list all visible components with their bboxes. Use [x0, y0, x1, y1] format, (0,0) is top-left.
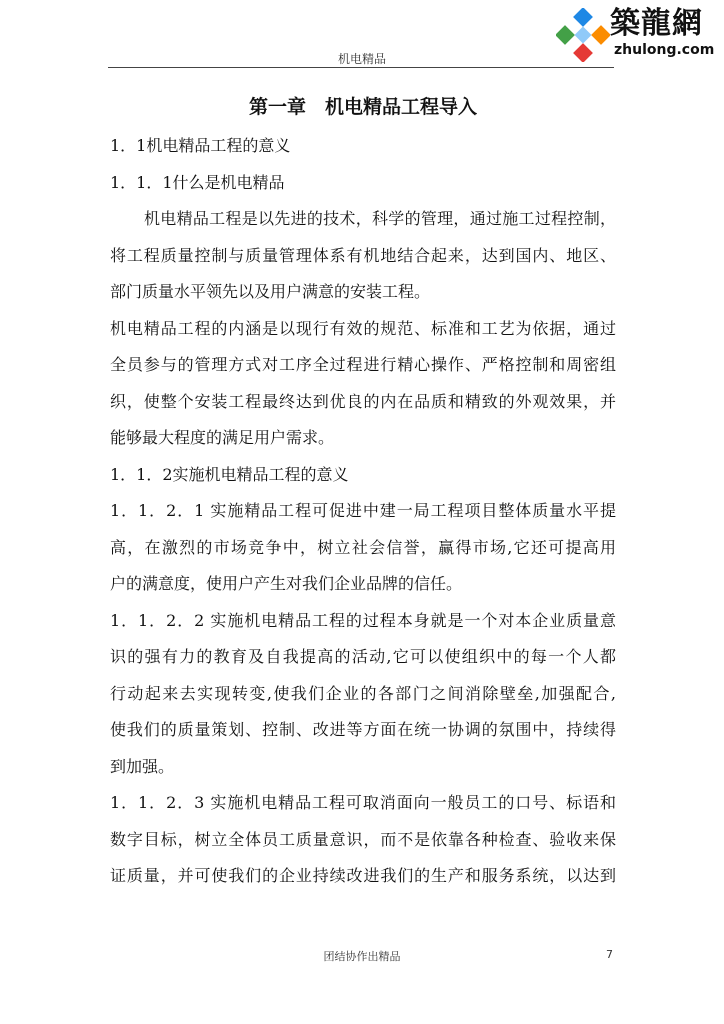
paragraph-line: 1．1．2．3 实施机电精品工程可取消面向一般员工的口号、标语和 [110, 793, 616, 812]
paragraph-line: 证质量，并可使我们的企业持续改进我们的生产和服务系统，以达到 [110, 866, 616, 885]
logo-square-green [556, 25, 575, 45]
paragraph-line: 户的满意度，使用户产生对我们企业品牌的信任。 [110, 574, 463, 593]
paragraph-line: 能够最大程度的满足用户需求。 [110, 428, 335, 447]
logo-square-orange [591, 25, 610, 45]
chapter-title: 第一章 机电精品工程导入 [248, 96, 477, 118]
paragraph-line: 行动起来去实现转变,使我们企业的各部门之间消除壁垒,加强配合, [110, 683, 616, 703]
paragraph-line: 数字目标，树立全体员工质量意识，而不是依靠各种检查、验收来保 [110, 829, 616, 849]
paragraph-line: 到加强。 [110, 756, 175, 776]
paragraph-line: 高，在激烈的市场竞争中，树立社会信誉，赢得市场,它还可提高用 [110, 537, 616, 557]
subsection-heading: 1．1．2实施机电精品工程的意义 [110, 464, 349, 484]
logo-square-red [573, 43, 593, 62]
paragraph-line: 机电精品工程的内涵是以现行有效的规范、标准和工艺为依据，通过 [110, 318, 616, 338]
zhulong-logo-icon [556, 8, 610, 62]
paragraph-line: 全员参与的管理方式对工序全过程进行精心操作、严格控制和周密组 [110, 355, 616, 374]
paragraph-line: 1．1．2．2 实施机电精品工程的过程本身就是一个对本企业质量意 [110, 610, 616, 630]
logo-square-blue [573, 8, 593, 27]
section-heading: 1．1机电精品工程的意义 [110, 136, 291, 155]
paragraph-line: 将工程质量控制与质量管理体系有机地结合起来，达到国内、地区、 [110, 245, 616, 265]
zhulong-logo [556, 6, 716, 66]
paragraph-line: 织，使整个安装工程最终达到优良的内在品质和精致的外观效果，并 [110, 391, 616, 411]
paragraph-line: 使我们的质量策划、控制、改进等方面在统一协调的氛围中，持续得 [110, 720, 616, 739]
paragraph-line: 1．1．2．1 实施精品工程可促进中建一局工程项目整体质量水平提 [110, 501, 616, 520]
running-header: 机电精品 [337, 52, 386, 66]
logo-chinese-text: 築龍網 [610, 6, 703, 41]
page-number: 7 [606, 948, 613, 961]
subsection-heading: 1．1．1什么是机电精品 [110, 172, 285, 192]
logo-english-text: zhulong.com [614, 42, 715, 58]
running-footer: 团结协作出精品 [323, 950, 401, 963]
paragraph-line: 机电精品工程是以先进的技术，科学的管理，通过施工过程控制， [144, 209, 616, 228]
paragraph-line: 部门质量水平领先以及用户满意的安装工程。 [110, 282, 431, 301]
paragraph-line: 识的强有力的教育及自我提高的活动,它可以使组织中的每一个人都 [110, 647, 616, 666]
document-body [110, 92, 616, 895]
header-rule [108, 67, 614, 68]
logo-square-center [575, 27, 592, 44]
